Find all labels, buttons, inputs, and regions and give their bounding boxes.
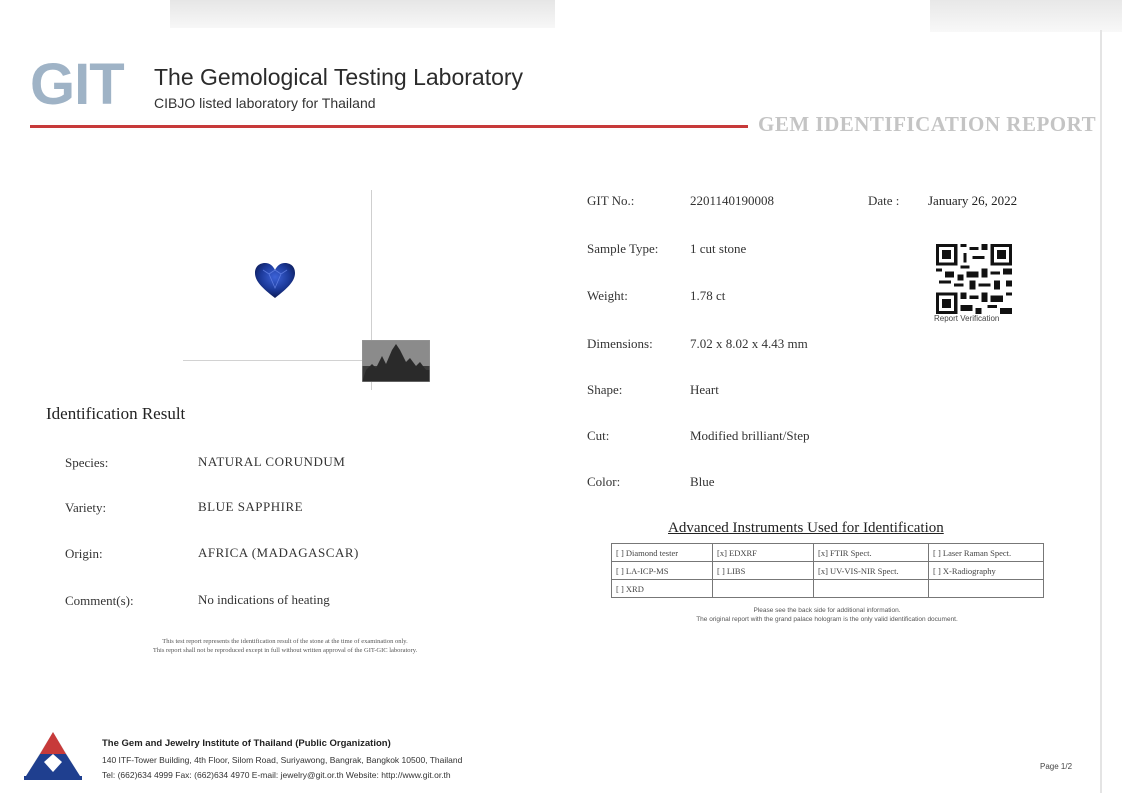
instrument-cell: [ ] XRD: [612, 580, 713, 598]
git-logo: GIT: [30, 52, 124, 117]
instrument-cell: [x] UV-VIS-NIR Spect.: [814, 562, 929, 580]
instrument-cell: [713, 580, 814, 598]
variety-value: BLUE SAPPHIRE: [198, 499, 304, 514]
table-row: [612, 562, 1044, 580]
dimensions-label: Dimensions:: [587, 336, 653, 351]
origin-label: Origin:: [65, 546, 103, 561]
date-value: January 26, 2022: [928, 193, 1018, 208]
git-no-label: GIT No.:: [587, 193, 635, 208]
scan-artifact: [170, 0, 555, 28]
date-label: Date :: [868, 193, 900, 208]
git-institute-logo-icon: [24, 730, 82, 780]
species-value: NATURAL CORUNDUM: [198, 454, 346, 469]
disclaimer-line: This report shall not be reproduced except in full without written approval of the GIT-GIC laboratory.: [152, 647, 418, 654]
instrument-cell: [ ] LA-ICP-MS: [612, 562, 713, 580]
color-value: Blue: [690, 474, 715, 489]
header-divider: [30, 125, 748, 128]
instrument-cell: [x] EDXRF: [713, 544, 814, 562]
shape-label: Shape:: [587, 382, 623, 397]
qr-code-icon[interactable]: [936, 244, 1012, 314]
table-row: [612, 580, 1044, 598]
disclaimer-line: This test report represents the identification result of the stone at the time of examination only.: [162, 638, 408, 645]
identification-title: Identification Result: [46, 404, 186, 423]
lab-title: The Gemological Testing Laboratory: [154, 64, 524, 90]
color-label: Color:: [587, 474, 621, 489]
scan-artifact: [930, 0, 1122, 32]
instruments-note: Please see the back side for additional information.: [753, 607, 901, 614]
sample-type-value: 1 cut stone: [690, 241, 747, 256]
instruments-note: The original report with the grand palace hologram is the only valid identification document.: [696, 616, 958, 623]
origin-value: AFRICA (MADAGASCAR): [198, 545, 359, 560]
git-no-value: 2201140190008: [690, 193, 775, 208]
report-title: GEM IDENTIFICATION REPORT: [758, 112, 1097, 136]
cut-label: Cut:: [587, 428, 610, 443]
footer-contact[interactable]: Tel: (662)634 4999 Fax: (662)634 4970 E-mail: jewelry@git.or.th Website: http://www.git.or.th: [102, 770, 451, 780]
weight-label: Weight:: [587, 288, 628, 303]
instrument-cell: [814, 580, 929, 598]
instruments-title: Advanced Instruments Used for Identification: [668, 520, 944, 536]
instrument-cell: [ ] Diamond tester: [612, 544, 713, 562]
scan-edge: [1100, 30, 1102, 793]
instrument-cell: [x] FTIR Spect.: [814, 544, 929, 562]
shape-value: Heart: [690, 382, 719, 397]
photo-crosshair-horizontal: [183, 360, 373, 361]
weight-value: 1.78 ct: [690, 288, 726, 303]
variety-label: Variety:: [65, 500, 107, 515]
instrument-cell: [929, 580, 1044, 598]
qr-caption: Report Verification: [934, 314, 1000, 323]
sample-type-label: Sample Type:: [587, 241, 659, 256]
comment-label: Comment(s):: [65, 593, 134, 608]
species-label: Species:: [65, 455, 109, 470]
table-row: [612, 544, 1044, 562]
cut-value: Modified brilliant/Step: [690, 428, 810, 443]
comment-value: No indications of heating: [198, 592, 330, 607]
footer-address: 140 ITF-Tower Building, 4th Floor, Silom Road, Suriyawong, Bangrak, Bangkok 10500, Thailand: [102, 755, 463, 765]
instrument-cell: [ ] Laser Raman Spect.: [929, 544, 1044, 562]
instrument-cell: [ ] LIBS: [713, 562, 814, 580]
grand-palace-hologram: [362, 340, 430, 382]
instrument-cell: [ ] X-Radiography: [929, 562, 1044, 580]
instruments-table: [611, 543, 1044, 598]
lab-subtitle: CIBJO listed laboratory for Thailand: [154, 95, 376, 111]
footer-organization: The Gem and Jewelry Institute of Thailand (Public Organization): [102, 738, 391, 749]
page-number: Page 1/2: [1040, 762, 1073, 771]
dimensions-value: 7.02 x 8.02 x 4.43 mm: [690, 336, 808, 351]
gemstone-photo: [254, 262, 296, 300]
